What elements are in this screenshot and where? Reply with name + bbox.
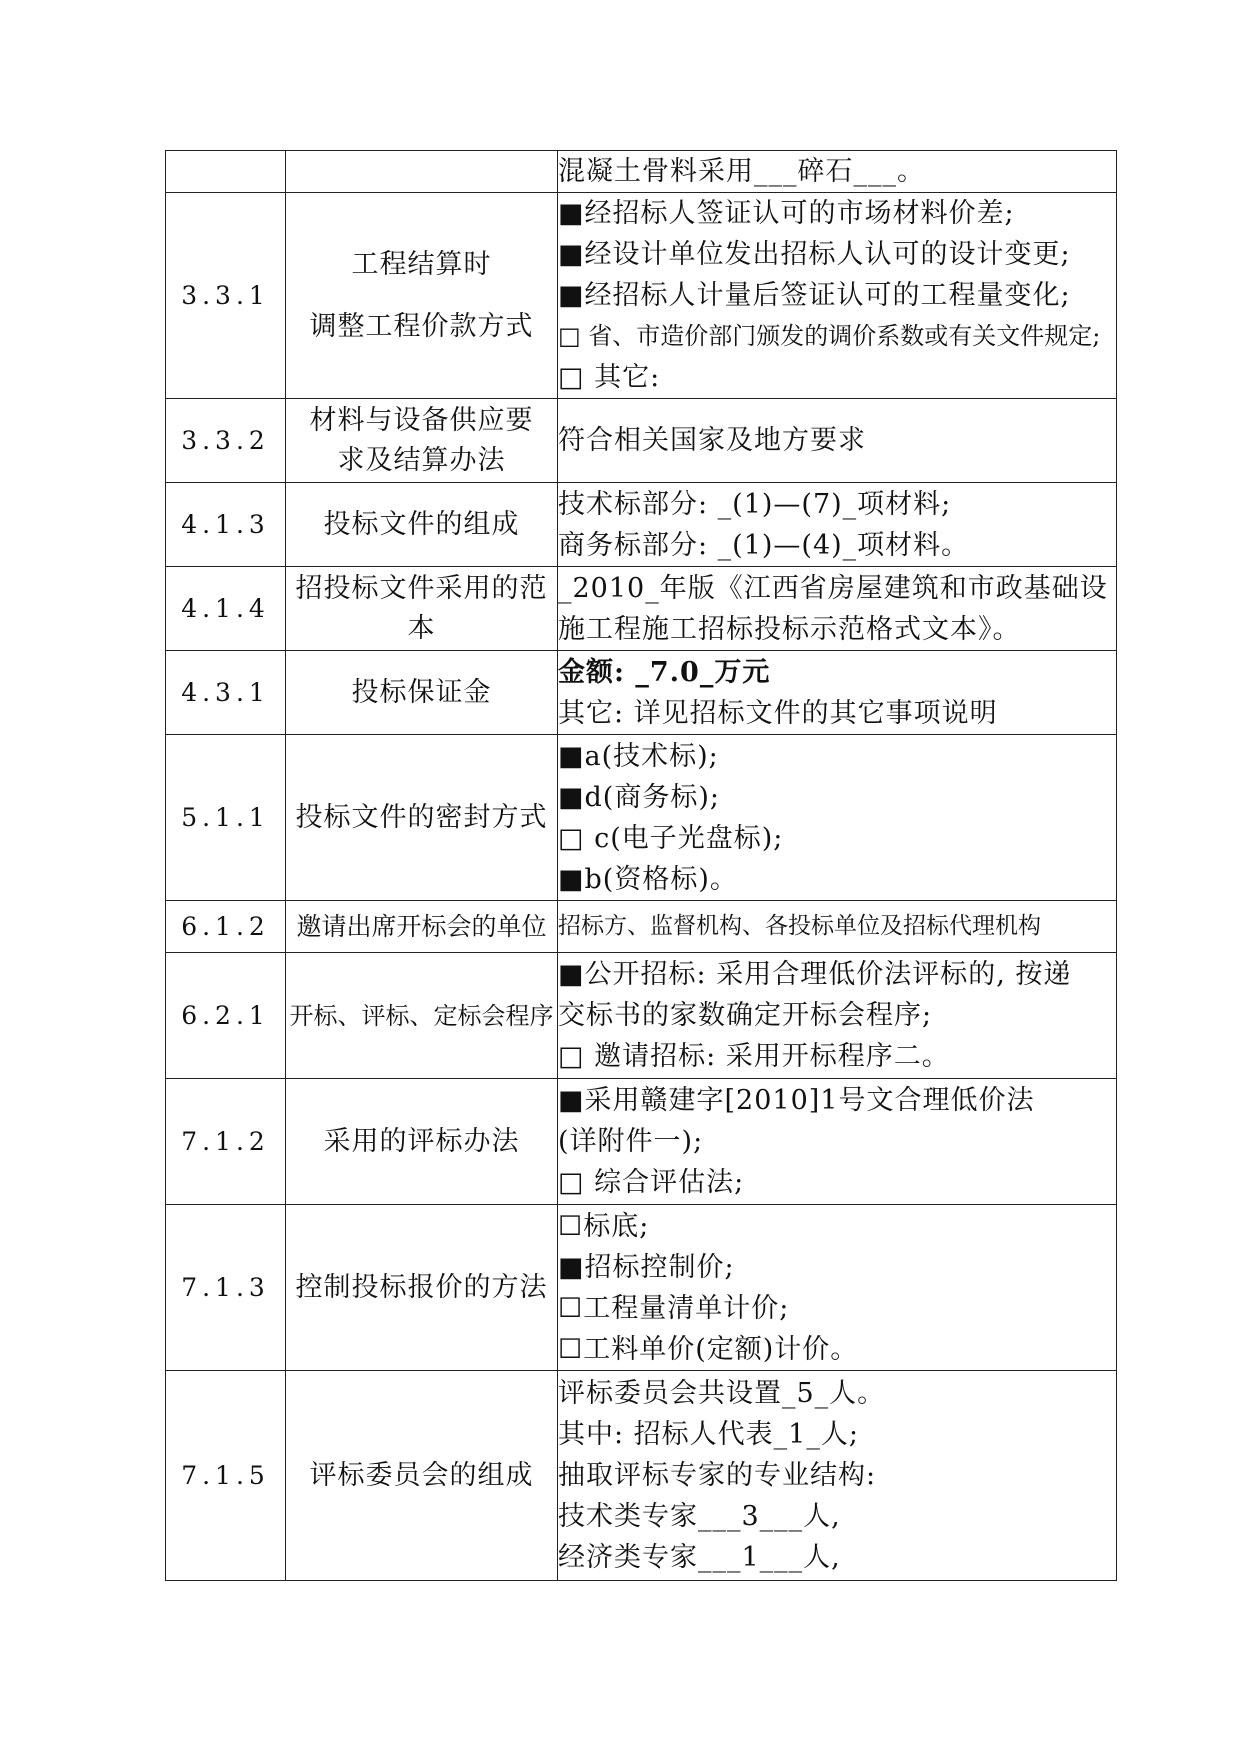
table-row xyxy=(166,193,1117,399)
content-line: 招标方、监督机构、各投标单位及招标代理机构 xyxy=(558,913,1041,939)
table-row xyxy=(166,651,1117,735)
clause-number: 6.1.2 xyxy=(166,901,286,953)
clause-number: 4.1.3 xyxy=(166,483,286,567)
clause-number: 7.1.5 xyxy=(166,1371,286,1581)
table-row xyxy=(166,151,1117,193)
clause-number xyxy=(166,151,286,193)
clause-content xyxy=(558,651,1117,735)
content-line: ■b(资格标)。 xyxy=(558,863,738,895)
clause-content xyxy=(558,1205,1117,1371)
clause-number: 4.1.4 xyxy=(166,567,286,651)
content-line: 技术类专家___3___人, xyxy=(558,1501,841,1532)
clause-content xyxy=(558,901,1117,953)
content-line: _2010_年版《江西省房屋建筑和市政基础设 xyxy=(558,572,1108,604)
content-line: 金额: _7.0_万元 xyxy=(558,656,771,688)
content-line: 混凝土骨料采用___碎石___。 xyxy=(558,156,925,187)
clause-number: 3.3.1 xyxy=(166,193,286,399)
content-line: 其中: 招标人代表_1_人; xyxy=(558,1419,859,1450)
clause-item xyxy=(286,151,558,193)
content-line: ■采用赣建字[2010]1号文合理低价法 xyxy=(558,1085,1035,1116)
content-line: (详附件一); xyxy=(558,1126,704,1157)
content-line: ■经设计单位发出招标人认可的设计变更; xyxy=(558,239,1071,270)
content-line: 评标委员会共设置_5_人。 xyxy=(558,1378,886,1409)
content-line: 其它: 详见招标文件的其它事项说明 xyxy=(558,697,998,729)
content-line: □ 综合评估法; xyxy=(558,1167,745,1198)
clause-item: 投标保证金 xyxy=(286,651,558,735)
clause-item: 工程结算时 调整工程价款方式 xyxy=(286,193,558,399)
content-line: 抽取评标专家的专业结构: xyxy=(558,1460,877,1491)
content-line: 施工程施工招标投标示范格式文本》。 xyxy=(558,613,1021,645)
table-row xyxy=(166,399,1117,483)
clause-content xyxy=(558,399,1117,483)
table-row xyxy=(166,1205,1117,1371)
clause-number: 5.1.1 xyxy=(166,735,286,901)
clause-content xyxy=(558,193,1117,399)
clause-item: 开标、评标、定标会程序 xyxy=(286,953,558,1079)
content-line: ☐标底; xyxy=(558,1210,650,1242)
content-line: ■a(技术标); xyxy=(558,740,719,772)
clause-content xyxy=(558,483,1117,567)
content-line: 商务标部分: _(1)—(4)_项材料。 xyxy=(558,529,970,561)
content-line: 技术标部分: _(1)—(7)_项材料; xyxy=(558,488,952,520)
table-row xyxy=(166,1079,1117,1205)
content-line: 经济类专家___1___人, xyxy=(558,1542,841,1573)
content-line: □ 邀请招标: 采用开标程序二。 xyxy=(558,1041,950,1072)
table-row xyxy=(166,483,1117,567)
content-line: 符合相关国家及地方要求 xyxy=(558,425,866,456)
clause-content xyxy=(558,151,1117,193)
clause-number: 3.3.2 xyxy=(166,399,286,483)
clause-item: 招投标文件采用的范本 xyxy=(286,567,558,651)
clause-item: 投标文件的密封方式 xyxy=(286,735,558,901)
clause-item: 邀请出席开标会的单位 xyxy=(286,901,558,953)
content-line: ■经招标人计量后签证认可的工程量变化; xyxy=(558,280,1071,311)
clause-item: 评标委员会的组成 xyxy=(286,1371,558,1581)
clause-content xyxy=(558,953,1117,1079)
clause-item: 控制投标报价的方法 xyxy=(286,1205,558,1371)
content-line: ■d(商务标); xyxy=(558,781,720,813)
bid-data-table xyxy=(165,150,1117,1581)
table-row xyxy=(166,567,1117,651)
table-row xyxy=(166,1371,1117,1581)
content-line: 交标书的家数确定开标会程序; xyxy=(558,1000,933,1031)
clause-number: 4.3.1 xyxy=(166,651,286,735)
clause-item: 材料与设备供应要 求及结算办法 xyxy=(286,399,558,483)
clause-content xyxy=(558,567,1117,651)
table-row xyxy=(166,901,1117,953)
clause-number: 7.1.2 xyxy=(166,1079,286,1205)
clause-content xyxy=(558,1079,1117,1205)
clause-item: 采用的评标办法 xyxy=(286,1079,558,1205)
table-row xyxy=(166,953,1117,1079)
clause-item: 投标文件的组成 xyxy=(286,483,558,567)
clause-content xyxy=(558,1371,1117,1581)
table-row xyxy=(166,735,1117,901)
clause-content xyxy=(558,735,1117,901)
content-line: ☐工程量清单计价; xyxy=(558,1292,790,1324)
content-line: ■招标控制价; xyxy=(558,1251,735,1283)
clause-number: 6.2.1 xyxy=(166,953,286,1079)
content-line: □ c(电子光盘标); xyxy=(558,822,784,854)
content-line: ☐工料单价(定额)计价。 xyxy=(558,1333,859,1365)
content-line: □ 省、市造价部门颁发的调价系数或有关文件规定; xyxy=(558,322,1101,350)
content-line: ■经招标人签证认可的市场材料价差; xyxy=(558,198,1015,229)
content-line: ■公开招标: 采用合理低价法评标的, 按递 xyxy=(558,959,1072,990)
content-line: □ 其它: xyxy=(558,362,661,393)
clause-number: 7.1.3 xyxy=(166,1205,286,1371)
